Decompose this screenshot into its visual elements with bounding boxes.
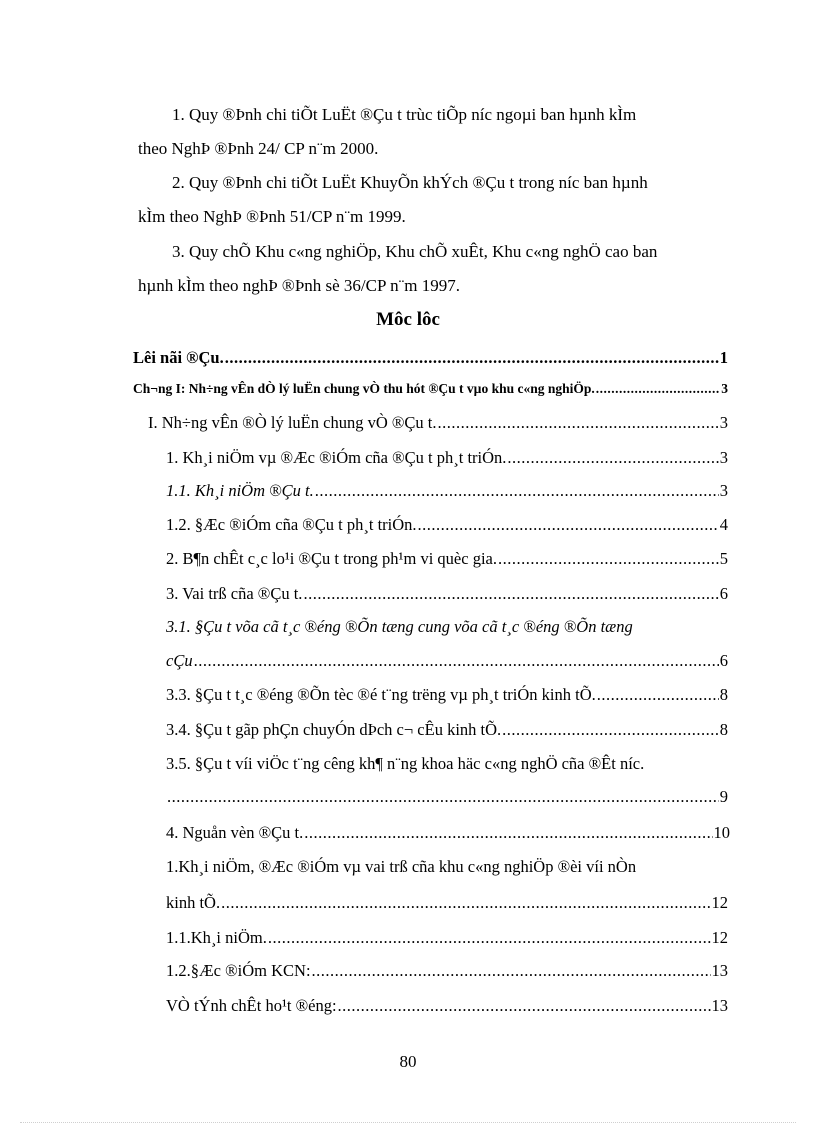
- toc-leader: [418, 515, 719, 535]
- toc-entry-page: 10: [713, 823, 730, 842]
- intro-line: theo NghÞ ®Þnh 24/ CP n¨m 2000.: [138, 139, 379, 158]
- toc-entry[interactable]: [133, 348, 728, 374]
- toc-entry-title: Lêi nãi ®Çu.: [133, 348, 224, 367]
- toc-entry-title: 1.2. §Æc ®iÓm cña ®Çu t ph¸t triÓn.: [166, 515, 417, 534]
- toc-entry-page: 4: [719, 515, 728, 534]
- toc-leader: [268, 928, 711, 948]
- intro-paragraph-1: [138, 98, 730, 166]
- toc-entry[interactable]: [166, 720, 728, 746]
- toc-leader: [338, 996, 711, 1016]
- toc-entry-page: 1: [719, 348, 728, 367]
- toc-entry-title: 3. Vai trß cña ®Çu t.: [166, 584, 303, 603]
- toc-entry-title: 4. Nguån vèn ®Çu t.: [166, 823, 304, 842]
- intro-paragraph-3: [138, 235, 730, 303]
- toc-entry-title[interactable]: 1.Kh¸i niÖm, ®Æc ®iÓm vµ vai trß cña khu c«ng nghiÖp ®èi víi nÒn: [166, 857, 637, 876]
- toc-entry[interactable]: [166, 651, 728, 677]
- toc-entry-title: 3.3. §Çu t t¸c ®éng ®Õn tèc ®é t¨ng trëng vµ ph¸t triÓn kinh tÕ.: [166, 685, 596, 704]
- toc-entry-page: 12: [711, 893, 728, 912]
- toc-entry[interactable]: [133, 381, 728, 407]
- intro-line: hµnh kÌm theo nghÞ ®Þnh sè 36/CP n¨m 1997.: [138, 276, 460, 295]
- toc-leader: [596, 381, 721, 397]
- toc-entry-page: 3: [719, 413, 728, 432]
- toc-leader: [597, 685, 719, 705]
- toc-leader: [304, 823, 712, 843]
- toc-entry[interactable]: [166, 787, 728, 813]
- toc-entry-title: 2. B¶n chÊt c¸c lo¹i ®Çu t trong ph¹m vi quèc gia.: [166, 549, 497, 568]
- toc-entry-title: Ch¬ng I: Nh÷ng vÊn dÒ lý luËn chung vÒ thu hót ®Çu t vµo khu c«ng nghiÖp.: [133, 381, 595, 396]
- toc-leader: [315, 481, 719, 501]
- intro-line: 2. Quy ®Þnh chi tiÕt LuËt KhuyÕn khÝch ®Çu t trong níc ban hµnh: [172, 173, 648, 192]
- toc-entry-page: 8: [719, 720, 728, 739]
- toc-entry[interactable]: [166, 996, 728, 1022]
- toc-entry-title: 1.2.§Æc ®iÓm KCN:: [166, 961, 311, 980]
- toc-entry[interactable]: [166, 515, 728, 541]
- toc-entry-title[interactable]: 3.1. §Çu t võa cã t¸c ®éng ®Õn tæng cung võa cã t¸c ®éng ®Õn tæng: [166, 617, 633, 636]
- toc-entry-page: 3: [719, 481, 728, 500]
- toc-entry-page: 6: [719, 651, 728, 670]
- toc-leader: [437, 413, 718, 433]
- toc-entry[interactable]: [148, 413, 728, 439]
- toc-entry-page: 9: [719, 787, 728, 806]
- toc-entry-title: 1.1. Kh¸i niÖm ®Çu t.: [166, 481, 314, 500]
- intro-line: 3. Quy chÕ Khu c«ng nghiÖp, Khu chÕ xuÊt, Khu c«ng nghÖ cao ban: [172, 242, 658, 261]
- toc-entry[interactable]: [166, 823, 730, 849]
- intro-line: kÌm theo NghÞ ®Þnh 51/CP n¨m 1999.: [138, 207, 406, 226]
- toc-entry[interactable]: [166, 961, 728, 987]
- toc-entry-title: VÒ tÝnh chÊt ho¹t ®éng:: [166, 996, 337, 1015]
- toc-title: Môc lôc: [376, 309, 440, 330]
- toc-leader: [312, 961, 711, 981]
- toc-leader: [167, 787, 719, 807]
- toc-entry[interactable]: [166, 448, 728, 474]
- toc-leader: [221, 893, 710, 913]
- toc-entry-page: 13: [711, 996, 728, 1015]
- toc-entry-title: 1. Kh¸i niÖm vµ ®Æc ®iÓm cña ®Çu t ph¸t triÓn.: [166, 448, 507, 467]
- toc-leader: [498, 549, 719, 569]
- toc-leader: [194, 651, 719, 671]
- toc-entry[interactable]: [166, 928, 728, 954]
- toc-entry-page: 6: [719, 584, 728, 603]
- intro-paragraph-2: [138, 166, 730, 234]
- toc-entry-title[interactable]: 3.5. §Çu t víi viÖc t¨ng cêng kh¶ n¨ng khoa häc c«ng nghÖ cña ®Êt níc.: [166, 754, 645, 773]
- toc-entry-page: 3: [719, 448, 728, 467]
- intro-line: 1. Quy ®Þnh chi tiÕt LuËt ®Çu t trùc tiÕp níc ngoµi ban hµnh kÌm: [172, 105, 637, 124]
- toc-entry-title-continued: cÇu: [166, 651, 193, 670]
- toc-leader: [502, 720, 719, 740]
- toc-leader: [303, 584, 718, 604]
- toc-leader: [225, 348, 719, 368]
- toc-entry-page: 5: [719, 549, 728, 568]
- page-number: 80: [399, 1052, 417, 1071]
- toc-entry[interactable]: [166, 549, 728, 575]
- toc-entry[interactable]: [166, 481, 728, 507]
- toc-entry-page: 8: [719, 685, 728, 704]
- toc-entry-page: 13: [711, 961, 728, 980]
- toc-entry-title: I. Nh÷ng vÊn ®Ò lý luËn chung vÒ ®Çu t.: [148, 413, 437, 432]
- toc-entry-title: 3.4. §Çu t gãp phÇn chuyÓn dÞch c¬ cÊu kinh tÕ.: [166, 720, 502, 739]
- toc-entry[interactable]: [166, 584, 728, 610]
- toc-entry-title-continued: kinh tÕ.: [166, 893, 221, 912]
- toc-entry[interactable]: [166, 893, 728, 919]
- toc-leader: [507, 448, 718, 468]
- toc-entry-title: 1.1.Kh¸i niÖm.: [166, 928, 267, 947]
- toc-entry-page: 3: [721, 381, 728, 396]
- toc-entry-page: 12: [711, 928, 728, 947]
- toc-entry[interactable]: [166, 685, 728, 711]
